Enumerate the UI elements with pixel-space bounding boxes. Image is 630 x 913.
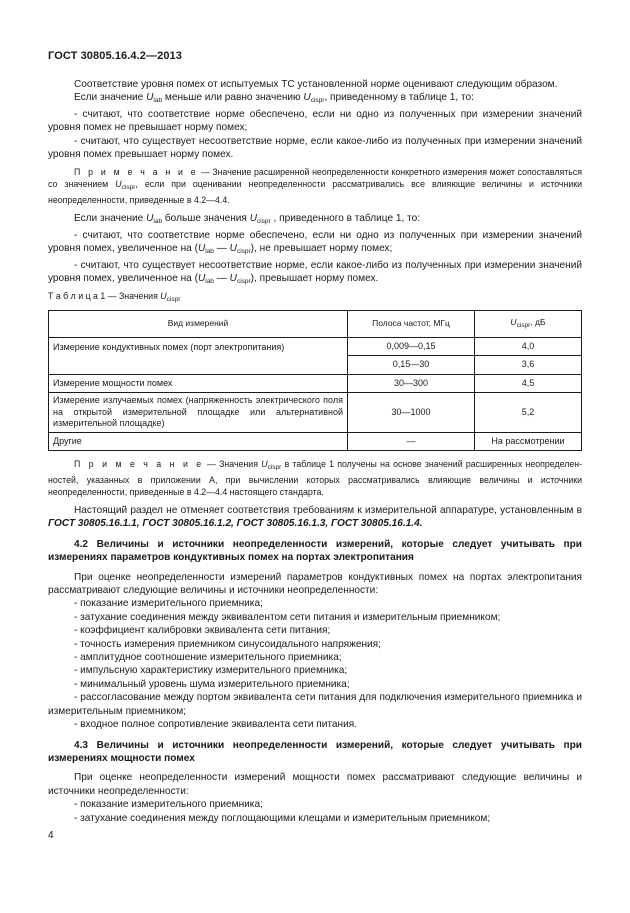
section-title: 4.3 Величины и источники неопределенности измерений, которые следует учитывать при измерениях мощности помех: [48, 739, 582, 764]
list-item: - точность измерения приемником синусоидального напряжения;: [74, 638, 381, 650]
frequency-band: —: [348, 432, 475, 450]
uncertainty-value: 4,0: [475, 337, 582, 355]
frequency-band: 0,009—0,15: [348, 337, 475, 355]
paragraph: - считают, что соответствие норме обеспечено, если ни одно из полученных при измерении значений уровня помех, увеличенное на ($U_{lab}$ — $U_{cispr}$), не превышает норму помех;: [48, 229, 582, 256]
table-caption: Т а б л и ц а 1 — Значения $U_{cispr}$: [48, 291, 181, 304]
page-number: 4: [48, 830, 54, 841]
uncertainty-value: На рассмотрении: [475, 432, 582, 450]
list-item: - входное полное сопротивление эквивалента сети питания.: [74, 719, 358, 731]
paragraph: Соответствие уровня помех от испытуемых ТС установленной норме оценивают следующим образом.: [74, 79, 558, 90]
frequency-band: 30—300: [348, 374, 475, 392]
list-item: - рассогласование между портом эквивалента сети питания для подключения измерительного приемника и измерительным приемником;: [48, 692, 582, 717]
paragraph: - считают, что существует несоответствие норме, если какое-либо из полученных при измерении значений уровня помех превышает норму помех.: [48, 135, 582, 161]
paragraph: - считают, что существует несоответствие норме, если какое-либо из полученных при измерении значений уровня помех, увеличенное на ($U_{lab}$ — $U_{cispr}$), превышает норму помех.: [48, 259, 582, 286]
column-header: $U_{cispr}$, дБ: [475, 310, 582, 337]
list-item: - минимальный уровень шума измерительного приемника;: [74, 678, 350, 690]
document-body: [48, 78, 582, 825]
column-header: Вид измерений: [49, 310, 348, 337]
paragraph: Если значение $U_{lab}$ больше значения $U_{cispr}$ , приведенного в таблице 1, то:: [74, 213, 421, 226]
list-item: - амплитудное соотношение измерительного приемника;: [74, 652, 342, 664]
measurement-type: Измерение кондуктивных помех (порт электропитания): [49, 337, 348, 374]
list-item: - показание измерительного приемника;: [74, 598, 263, 610]
measurement-type: Измерение излучаемых помех (напряженность электрического поля на открытой измерительной площадке или альтернативной измерительной площадке): [49, 393, 348, 433]
paragraph: При оценке неопределенности измерений мощности помех рассматривают следующие величины и источники неопределенности:: [48, 772, 582, 797]
list-item: - показание измерительного приемника;: [74, 799, 263, 811]
frequency-band: 30—1000: [348, 393, 475, 433]
standard-references: ГОСТ 30805.16.1.1, ГОСТ 30805.16.1.2, ГОСТ 30805.16.1.3, ГОСТ 30805.16.1.4.: [48, 518, 423, 530]
section-title: 4.2 Величины и источники неопределенности измерений, которые следует учитывать при измерениях параметров кондуктивных помех на портах электропитания: [48, 538, 582, 564]
table-row: [49, 374, 582, 392]
paragraph: Настоящий раздел не отменяет соответствия требованиям к измерительной аппаратуре, установленным в ГОСТ 30805.16.1.1, ГОСТ 30805.16.1.2, ГОСТ 30805.16.1.3, ГОСТ 30805.16.1.4.: [48, 505, 582, 530]
list-item: - затухание соединения между поглощающими клещами и измерительным приемником;: [74, 812, 491, 824]
list-item: - импульсную характеристику измерительного приемника;: [74, 665, 348, 677]
measurement-type: Измерение мощности помех: [49, 374, 348, 392]
uncertainty-value: 5,2: [475, 393, 582, 433]
measurement-type: Другие: [49, 432, 348, 450]
table-header-row: [49, 310, 582, 337]
table-row: [49, 393, 582, 433]
note: П р и м е ч а н и е — Значение расширенной неопределенности конкретного измерения может сопоставляться со значением $U_{cispr}$, если при оценивании неопределенности рассматривались все влияющие величины и источники неопределенности, приведенные в 4.2—4.4.: [48, 167, 583, 206]
table-row: [49, 337, 582, 355]
column-header: Полоса частот, МГц: [348, 310, 475, 337]
uncertainty-table: [48, 310, 582, 451]
uncertainty-value: 4,5: [475, 374, 582, 392]
paragraph: Если значение $U_{lab}$ меньше или равно значению $U_{cispr}$, приведенному в таблице 1, то:: [74, 92, 474, 105]
table-row: [49, 432, 582, 450]
note: П р и м е ч а н и е — Значения $U_{cispr}$ в таблице 1 получены на основе значений расширенных неопределенностей, указанных в приложении А, при вычислении которых рассматривались влияющие величины и источники неопределенности, приведенные в 4.2—4.4 настоящего стандарта.: [48, 459, 583, 497]
list-item: - затухание соединения между эквивалентом сети питания и измерительным приемником;: [74, 611, 501, 623]
paragraph: - считают, что соответствие норме обеспечено, если ни одно из полученных при измерении значений уровня помех не превышает норму помех;: [48, 108, 582, 134]
list-item: - коэффициент калибровки эквивалента сети питания;: [74, 625, 331, 637]
paragraph: При оценке неопределенности измерений параметров кондуктивных помех на портах электропитания рассматривают следующие величины и источники неопределенности:: [48, 571, 582, 597]
page-header: ГОСТ 30805.16.4.2—2013: [48, 50, 182, 62]
frequency-band: 0,15—30: [348, 356, 475, 374]
uncertainty-value: 3,6: [475, 356, 582, 374]
